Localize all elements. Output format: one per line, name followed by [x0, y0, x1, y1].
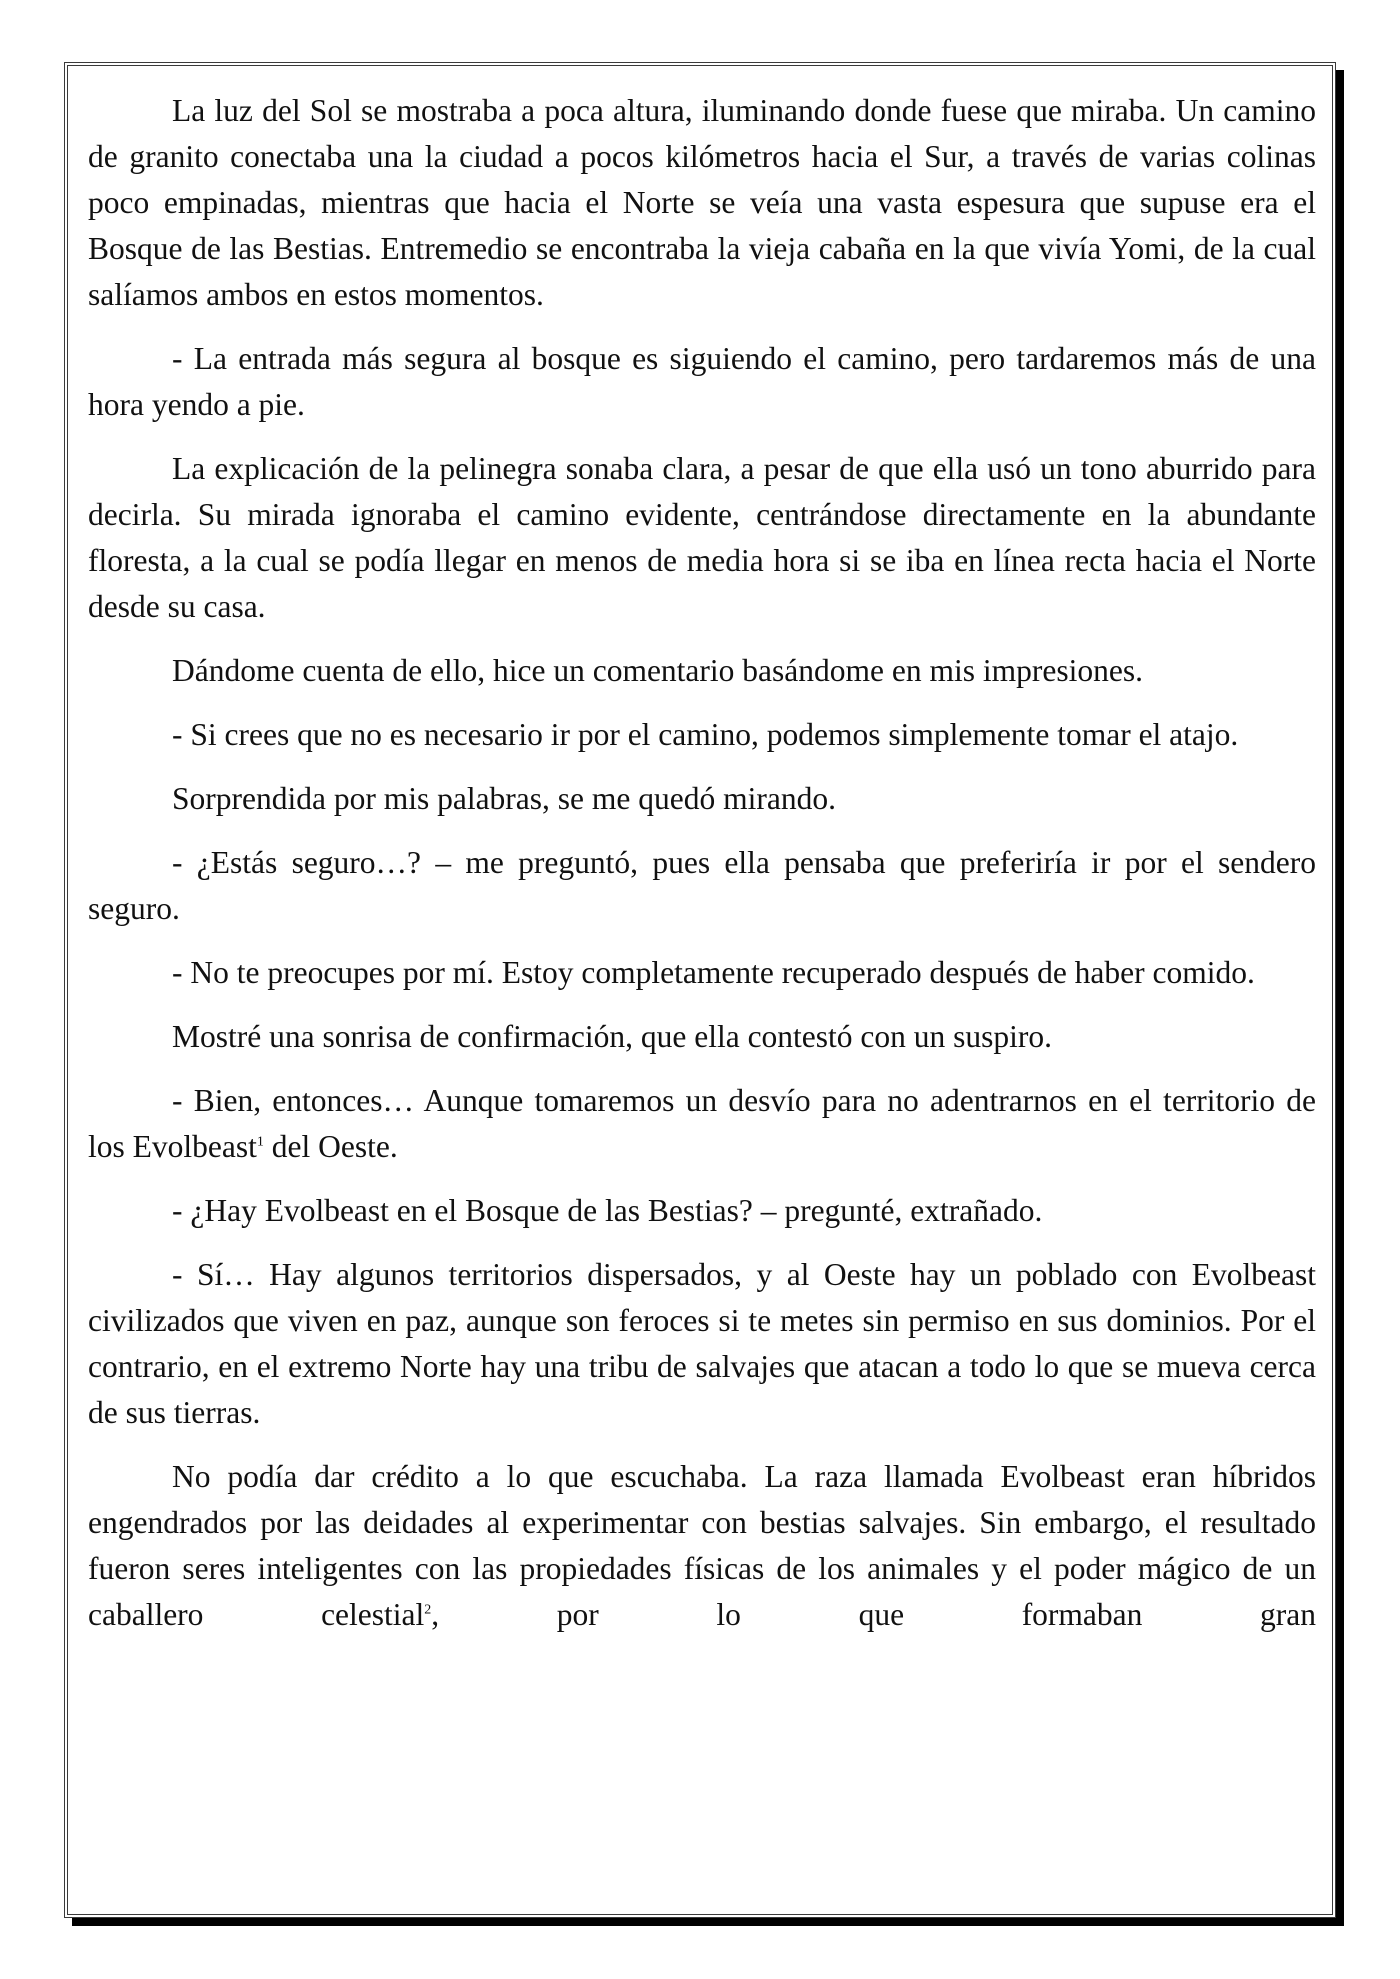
paragraph-11: - ¿Hay Evolbeast en el Bosque de las Bestias? – pregunté, extrañado.	[172, 1193, 1043, 1228]
paragraph-1: La luz del Sol se mostraba a poca altura, iluminando donde fuese que miraba. Un camino de granito conectaba una la ciudad a pocos kilómetros hacia el Sur, a través de varias colinas poco empinadas, mientras que hacia el Norte se veía una vasta espesura que supuse era el Bosque de las Bestias. Entremedio se encontraba la vieja cabaña en la que vivía Yomi, de la cual salíamos ambos en estos momentos.	[88, 93, 1316, 312]
paragraph-10-text-start: - Bien, entonces… Aunque tomaremos un desvío para no adentrarnos en el territorio de los Evolbeast	[88, 1083, 1316, 1164]
document-body	[88, 88, 1316, 1656]
paragraph-5: - Si crees que no es necesario ir por el camino, podemos simplemente tomar el atajo.	[172, 717, 1239, 752]
paragraph-7: - ¿Estás seguro…? – me preguntó, pues ella pensaba que preferiría ir por el sendero seguro.	[88, 845, 1316, 926]
paragraph-13	[88, 1454, 1316, 1638]
paragraph-10	[88, 1078, 1316, 1170]
footnote-ref-2[interactable]: 2	[424, 1602, 432, 1618]
paragraph-6: Sorprendida por mis palabras, se me quedó mirando.	[172, 781, 836, 816]
paragraph-9: Mostré una sonrisa de confirmación, que ella contestó con un suspiro.	[172, 1019, 1053, 1054]
paragraph-12: - Sí… Hay algunos territorios dispersados, y al Oeste hay un poblado con Evolbeast civilizados que viven en paz, aunque son feroces si te metes sin permiso en sus dominios. Por el contrario, en el extremo Norte hay una tribu de salvajes que atacan a todo lo que se mueva cerca de sus tierras.	[88, 1257, 1316, 1430]
paragraph-4: Dándome cuenta de ello, hice un comentario basándome en mis impresiones.	[172, 653, 1143, 688]
paragraph-2: - La entrada más segura al bosque es siguiendo el camino, pero tardaremos más de una hora yendo a pie.	[88, 341, 1316, 422]
footnote-ref-1[interactable]: 1	[256, 1134, 264, 1150]
paragraph-13-text-end: , por lo que formaban gran	[431, 1597, 1317, 1632]
paragraph-3: La explicación de la pelinegra sonaba clara, a pesar de que ella usó un tono aburrido para decirla. Su mirada ignoraba el camino evidente, centrándose directamente en la abundante floresta, a la cual se podía llegar en menos de media hora si se iba en línea recta hacia el Norte desde su casa.	[88, 451, 1316, 624]
page-frame	[64, 62, 1336, 1918]
paragraph-13-text-start: No podía dar crédito a lo que escuchaba. La raza llamada Evolbeast eran híbridos engendrados por las deidades al experimentar con bestias salvajes. Sin embargo, el resultado fueron seres inteligentes con las propiedades físicas de los animales y el poder mágico de un caballero celestial	[88, 1459, 1316, 1632]
paragraph-10-text-end: del Oeste.	[263, 1129, 398, 1164]
paragraph-8: - No te preocupes por mí. Estoy completamente recuperado después de haber comido.	[172, 955, 1255, 990]
